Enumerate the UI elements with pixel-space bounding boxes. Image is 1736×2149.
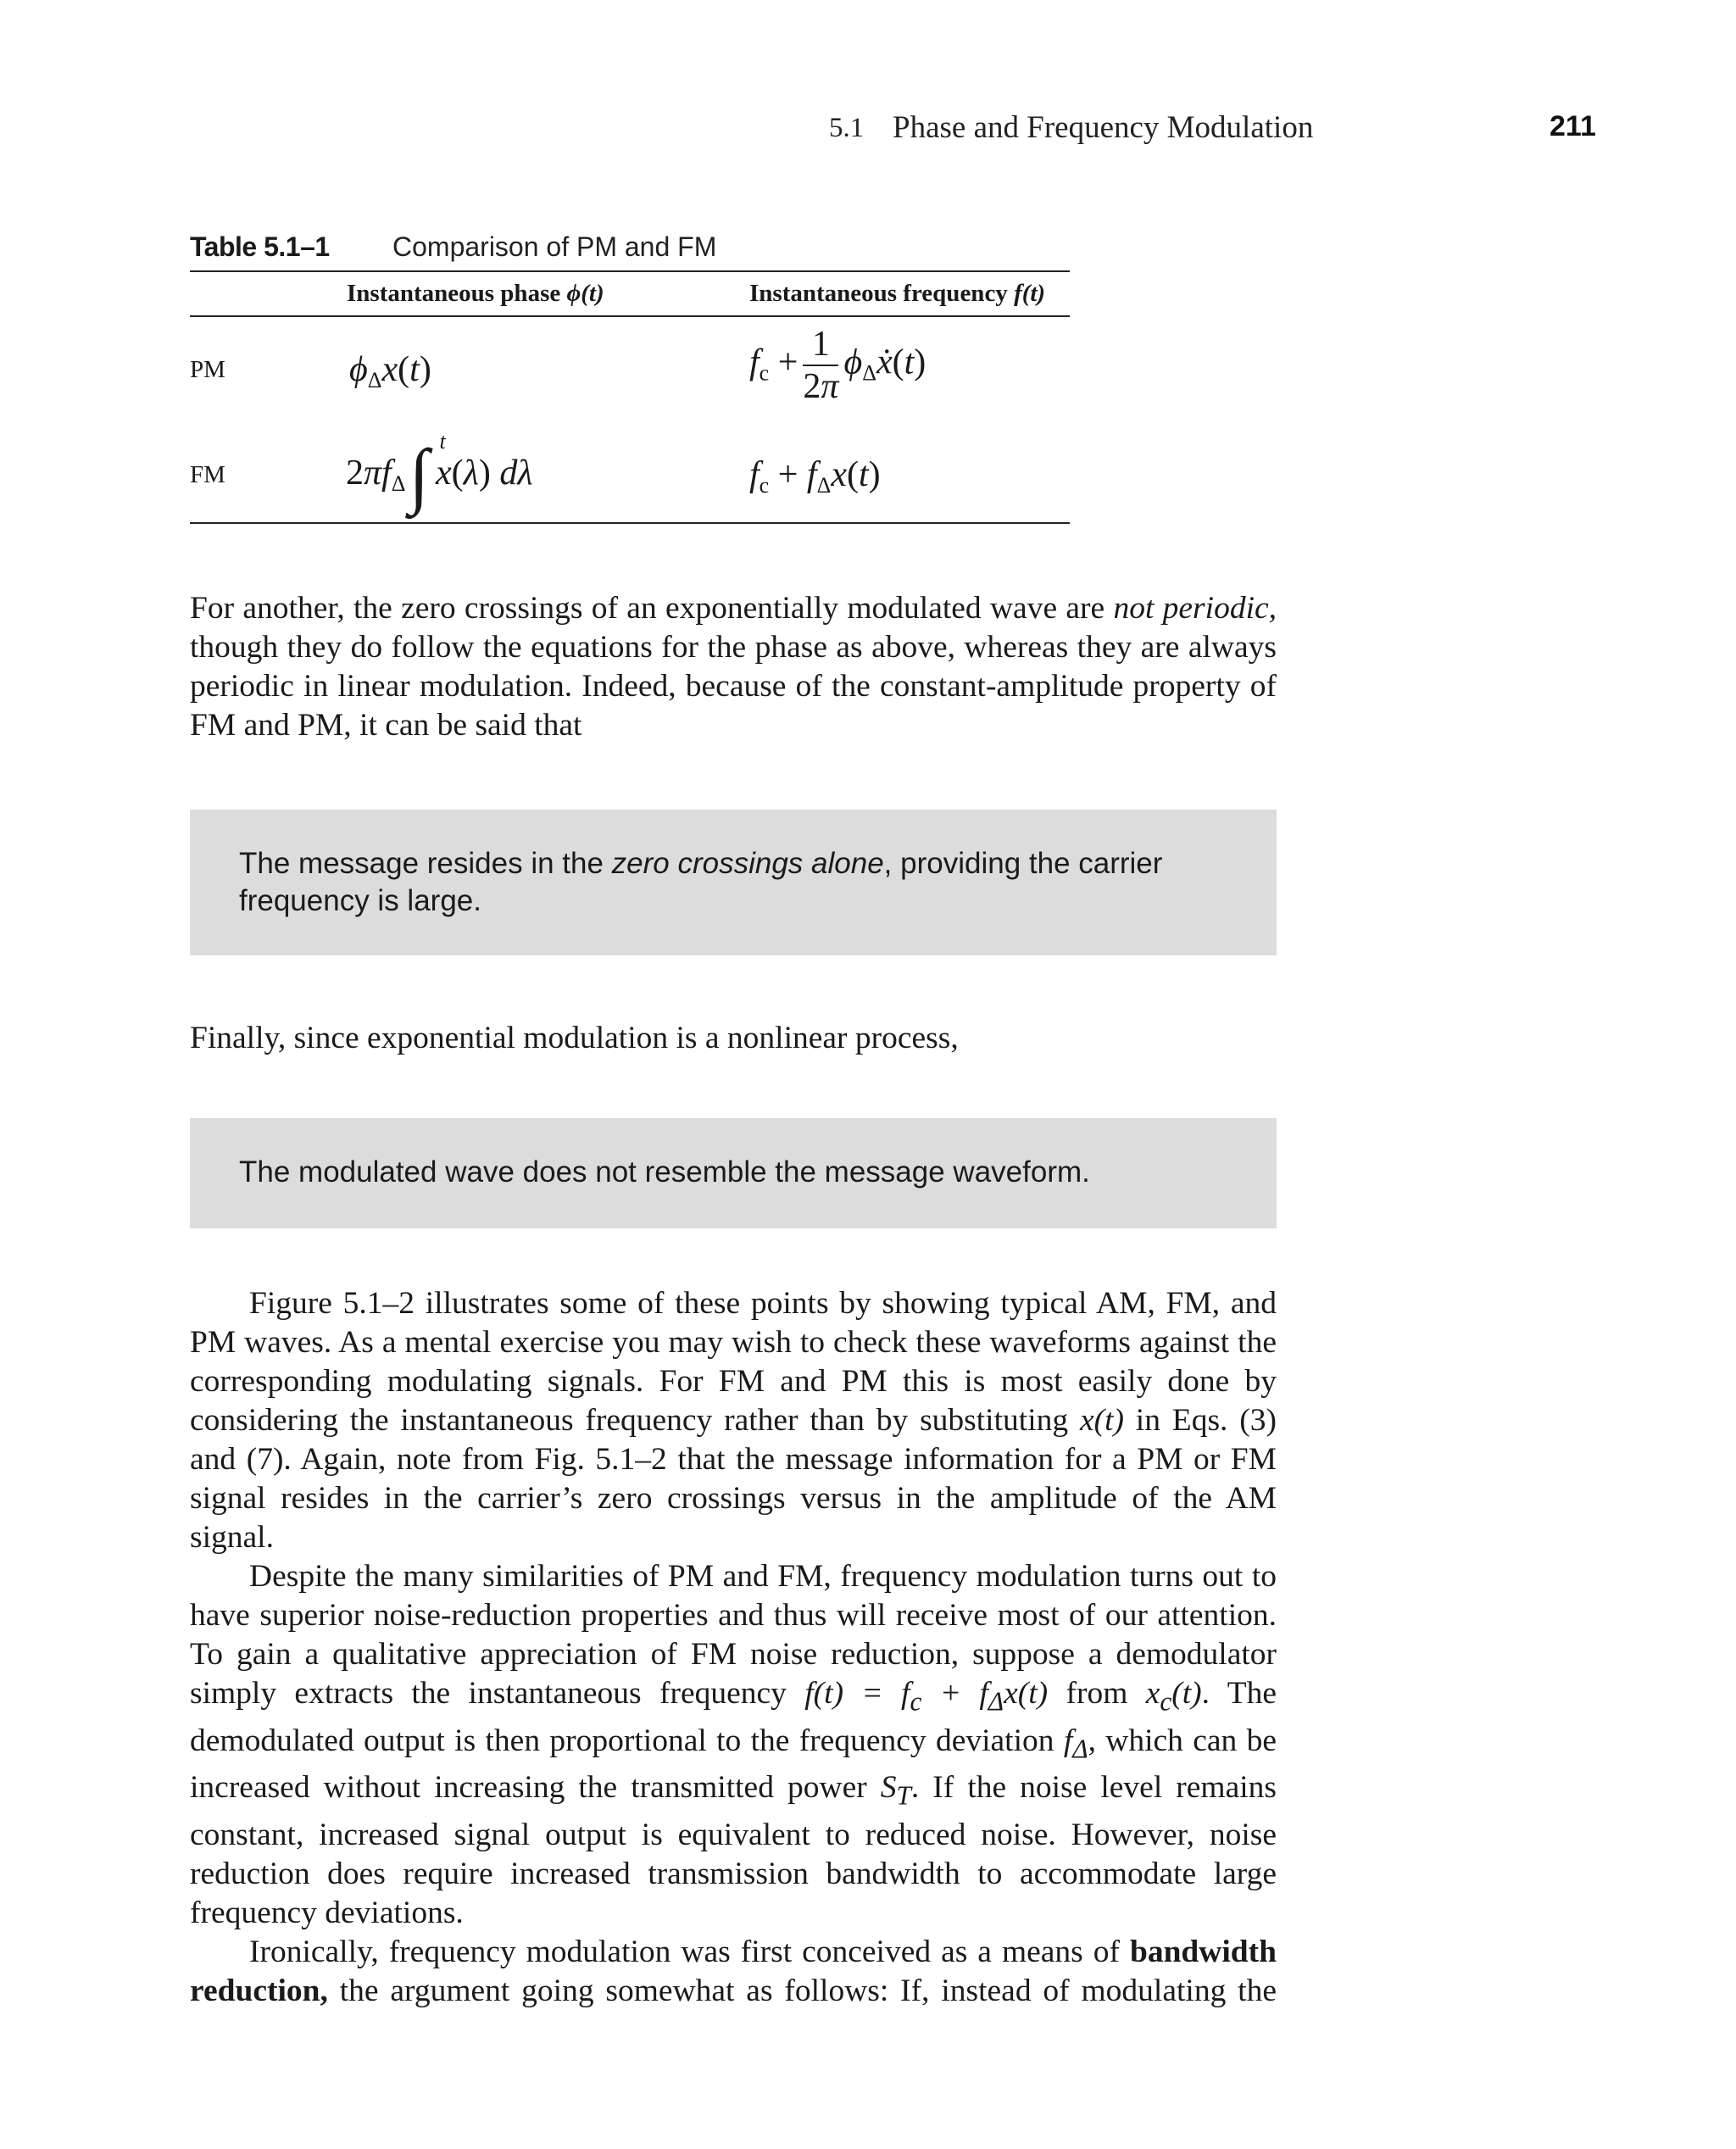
fm-frequency-formula: $f_c + f_\Delta x(t)$ (749, 455, 881, 498)
paragraph-zero-crossings: For another, the zero crossings of an exponentially modulated wave are not periodic, though they do follow the equations for the phase as above, whereas they are always periodic in linear modulation. Indeed, because of the constant-amplitude property of FM and PM, it can be said that (190, 591, 1277, 743)
table-top-rule (190, 270, 1070, 272)
table-label: Table 5.1–1 (190, 231, 330, 262)
page-number: 211 (1550, 110, 1596, 142)
section-number: 5.1 (829, 113, 865, 143)
table-row-label-pm: PM (190, 356, 225, 383)
paragraph-figure-discussion: Figure 5.1–2 illustrates some of these points by showing typical AM, FM, and PM waves. As a mental exercise you may wish to check these waveforms against the corresponding modulating signals. For FM and PM this is most easily done by considering the instantaneous frequency rather than by substituting x(t) in Eqs. (3) and (7). Again, note from Fig. 5.1–2 that the message information for a PM or FM signal resides in the carrier’s zero crossings versus in the amplitude of the AM signal. Despite the many similarities of PM and FM, frequency modulation turns out to have superior noise-reduction properties and thus will receive most of our attention. To gain a qualitative appreciation of FM noise reduction, suppose a demodulator simply extracts the instantaneous frequency $f(t) = f_c + f_\Delta x(t)$ from $x_c(t)$. The demodulated output is then proportional to the frequency deviation $f_\Delta$, which can be increased without increasing the transmitted power $S_T$. If the noise level remains constant, increased signal output is equivalent to reduced noise. However, noise reduction does require increased transmission bandwidth to accommodate large frequency deviations. Ironically, frequency modulation was first conceived as a means of bandwidth reduction, the argument going somewhat as follows: If, instead of modulating the (190, 1286, 1277, 2008)
table-header-rule (190, 315, 1070, 317)
table-title: Comparison of PM and FM (392, 231, 717, 262)
table-bottom-rule (190, 522, 1070, 524)
pm-phase-formula: $\phi_\Delta x(t)$ (349, 350, 431, 392)
running-header-title: Phase and Frequency Modulation (893, 110, 1314, 145)
table-row-label-fm: FM (190, 461, 225, 488)
table-header-frequency: Instantaneous frequency f(t) (749, 280, 1046, 307)
fm-phase-formula: $2\pi f_\Delta\int$ t x(λ) dλ (346, 429, 533, 515)
highlight-text-waveform: The modulated wave does not resemble the message waveform. (239, 1155, 1090, 1189)
highlight-text-zero-crossings: The message resides in the zero crossings alone, providing the carrier frequency is large. (239, 847, 1163, 917)
pm-frequency-formula: $f_c$ + $\frac{1}{2\pi}$ $\phi_\Delta ẋ(t)$ (749, 325, 926, 406)
highlight-box-zero-crossings (190, 810, 1277, 955)
highlight-box-waveform (190, 1118, 1277, 1228)
table-header-phase: Instantaneous phase ϕ(t) (347, 280, 604, 307)
paragraph-nonlinear: Finally, since exponential modulation is a nonlinear process, (190, 1021, 959, 1055)
